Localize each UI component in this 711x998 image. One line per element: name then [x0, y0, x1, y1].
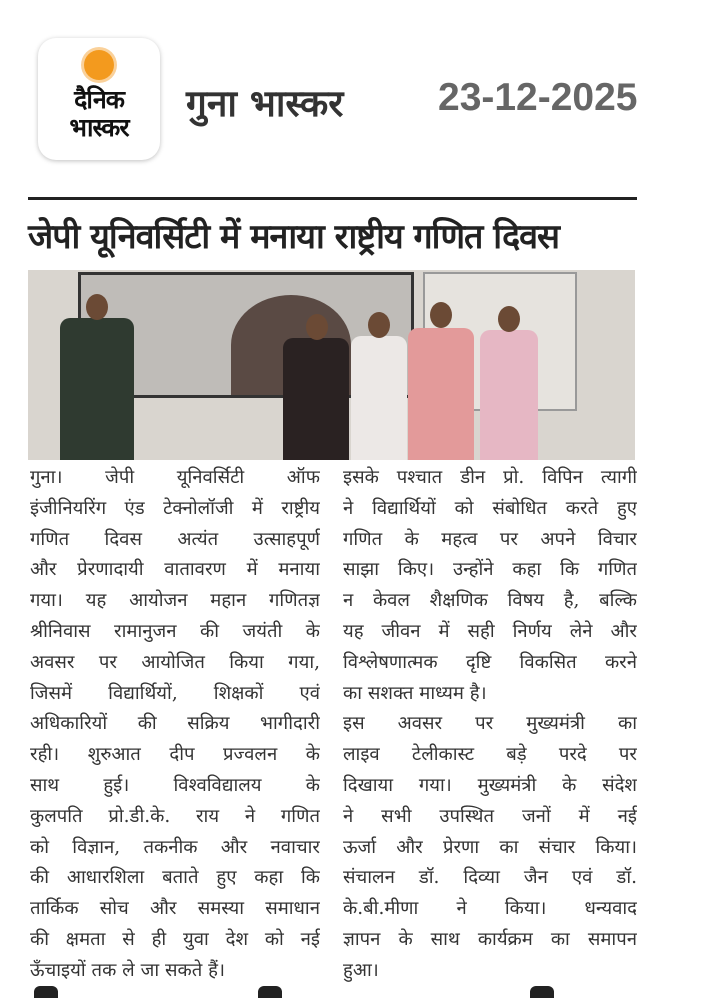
article-line: साझा किए। उन्होंने कहा कि गणित	[343, 559, 637, 581]
person-head	[430, 302, 452, 328]
article-line: हुआ।	[343, 959, 379, 981]
article-line: इसके पश्चात डीन प्रो. विपिन त्यागी	[343, 467, 637, 488]
article-line: रही। शुरुआत दीप प्रज्वलन के	[30, 744, 320, 766]
article-line: जिसमें विद्यार्थियों, शिक्षकों एवं	[30, 682, 320, 704]
article-line: की क्षमता से ही युवा देश को नई	[30, 928, 320, 950]
person	[480, 330, 538, 460]
article-line: दिखाया गया। मुख्यमंत्री के संदेश	[343, 774, 637, 796]
article-line: और प्रेरणादायी वातावरण में मनाया	[30, 559, 320, 581]
article-line: की आधारशिला बताते हुए कहा कि	[30, 867, 320, 889]
event-photo	[28, 270, 635, 460]
article-line: ने सभी उपस्थित जनों में नई	[343, 805, 637, 827]
article-line: इंजीनियरिंग एंड टेक्नोलॉजी में राष्ट्रीय	[30, 497, 320, 519]
article-line: का सशक्त माध्यम है।	[343, 682, 487, 704]
article-headline: जेपी यूनिवर्सिटी में मनाया राष्ट्रीय गणित दिवस	[28, 217, 560, 257]
person	[60, 318, 134, 460]
article-line: इस अवसर पर मुख्यमंत्री का	[343, 713, 637, 735]
logo-text	[38, 86, 160, 142]
article-line: साथ हुई। विश्वविद्यालय के	[30, 774, 320, 796]
person-head	[498, 306, 520, 332]
article-line: अवसर पर आयोजित किया गया,	[30, 651, 320, 673]
article-line: को विज्ञान, तकनीक और नवाचार	[30, 836, 320, 858]
paper-name: गुना भास्कर	[186, 82, 344, 125]
person	[351, 336, 407, 460]
next-article-fragment	[34, 986, 58, 998]
article-line: अधिकारियों की सक्रिय भागीदारी	[30, 713, 320, 735]
article-line: संचालन डॉ. दिव्या जैन एवं डॉ.	[343, 867, 637, 889]
logo-line-1: दैनिक	[74, 85, 124, 114]
dainik-bhaskar-logo	[38, 38, 160, 160]
article-line: गणित दिवस अत्यंत उत्साहपूर्ण	[30, 528, 320, 550]
sun-icon	[84, 50, 114, 80]
next-article-fragment	[258, 986, 282, 998]
article-line: गणित के महत्व पर अपने विचार	[343, 528, 637, 550]
article-column-left	[30, 463, 320, 987]
person	[283, 338, 349, 460]
person-head	[306, 314, 328, 340]
article-line: गुना। जेपी यूनिवर्सिटी ऑफ	[30, 467, 320, 488]
person-head	[368, 312, 390, 338]
logo-line-2: भास्कर	[69, 113, 129, 142]
article-line: ज्ञापन के साथ कार्यक्रम का समापन	[343, 928, 637, 950]
publication-date: 23-12-2025	[438, 76, 638, 119]
article-line: विश्लेषणात्मक दृष्टि विकसित करने	[343, 651, 637, 673]
next-article-fragment	[530, 986, 554, 998]
article-line: लाइव टेलीकास्ट बड़े परदे पर	[343, 744, 637, 766]
person	[408, 328, 474, 460]
article-line: न केवल शैक्षणिक विषय है, बल्कि	[343, 590, 637, 612]
article-line: कुलपति प्रो.डी.के. राय ने गणित	[30, 805, 320, 827]
article-line: ऊँचाइयों तक ले जा सकते हैं।	[30, 959, 225, 981]
article-line: ऊर्जा और प्रेरणा का संचार किया।	[343, 836, 637, 858]
article-line: गया। यह आयोजन महान गणितज्ञ	[30, 590, 320, 612]
divider	[28, 197, 637, 200]
person-head	[86, 294, 108, 320]
article-line: तार्किक सोच और समस्या समाधान	[30, 898, 320, 920]
article-line: ने विद्यार्थियों को संबोधित करते हुए	[343, 497, 637, 519]
article-line: श्रीनिवास रामानुजन की जयंती के	[30, 620, 320, 642]
article-line: यह जीवन में सही निर्णय लेने और	[343, 620, 637, 642]
article-column-right	[343, 463, 637, 987]
article-line: के.बी.मीणा ने किया। धन्यवाद	[343, 898, 637, 920]
